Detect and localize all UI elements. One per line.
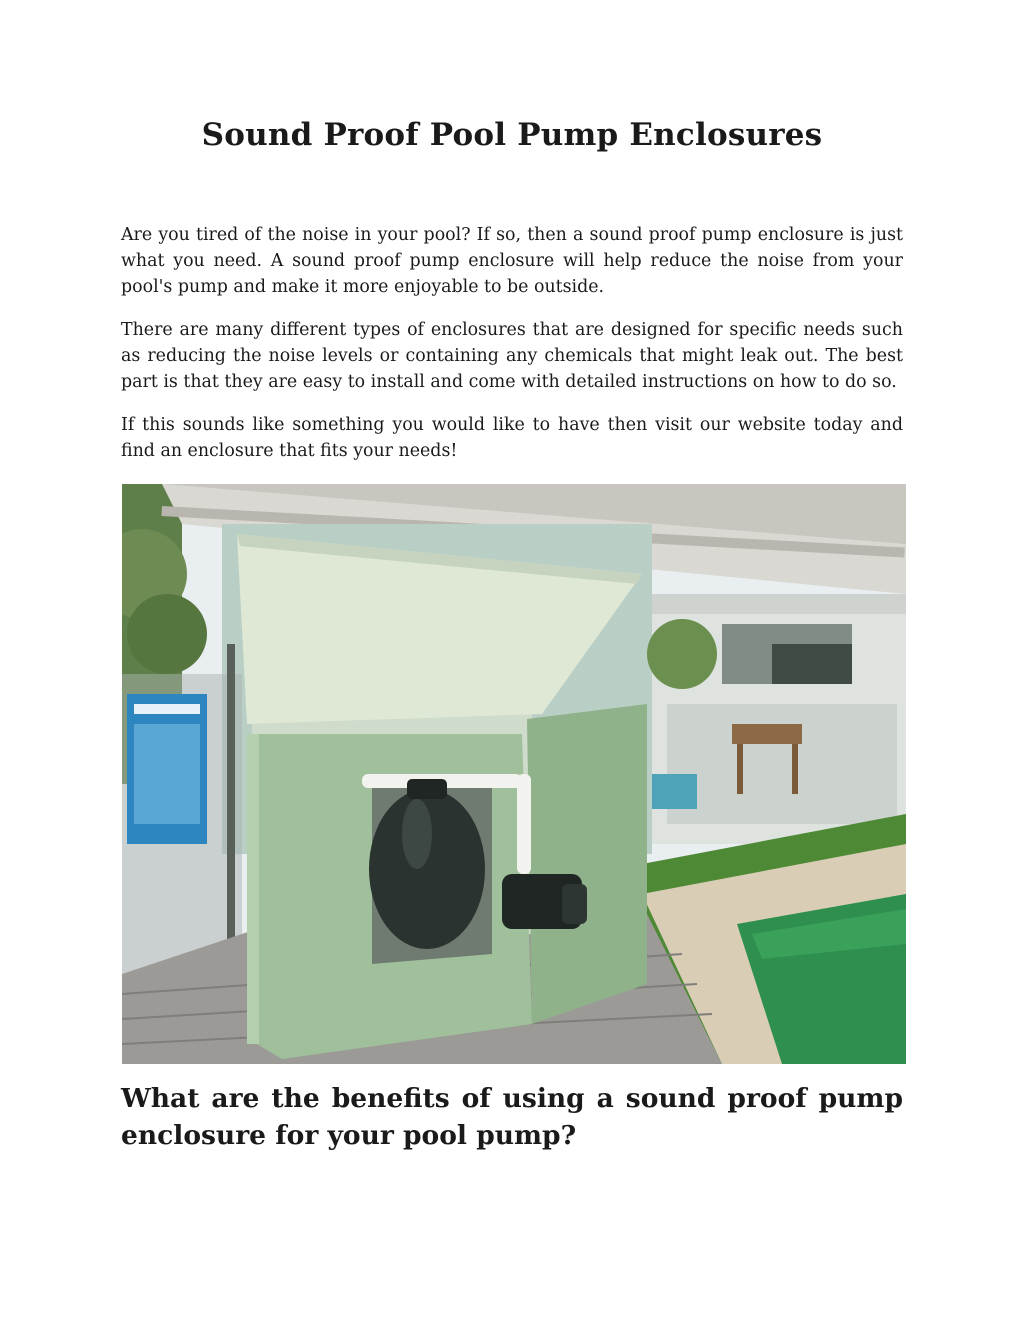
intro-paragraph: Are you tired of the noise in your pool? If so, then a sound proof pump enclosure is just what you need. A sound proof pump enclosure will help reduce the noise from your pool's pump and make it more enjoyable to be outside. — [121, 225, 903, 297]
call-to-action-paragraph: If this sounds like something you would like to have then visit our website today and find an enclosure that fits your needs! — [121, 415, 903, 461]
page-title: Sound Proof Pool Pump Enclosures — [201, 117, 823, 153]
pool-pump-enclosure-photo — [122, 484, 906, 1064]
types-paragraph: There are many different types of enclosures that are designed for specific needs such as reducing the noise levels or containing any chemicals that might leak out. The best part is that they are easy to install and come with detailed instructions on how to do so. — [121, 320, 903, 392]
section-heading: What are the benefits of using a sound proof pump enclosure for your pool pump? — [121, 1083, 903, 1151]
